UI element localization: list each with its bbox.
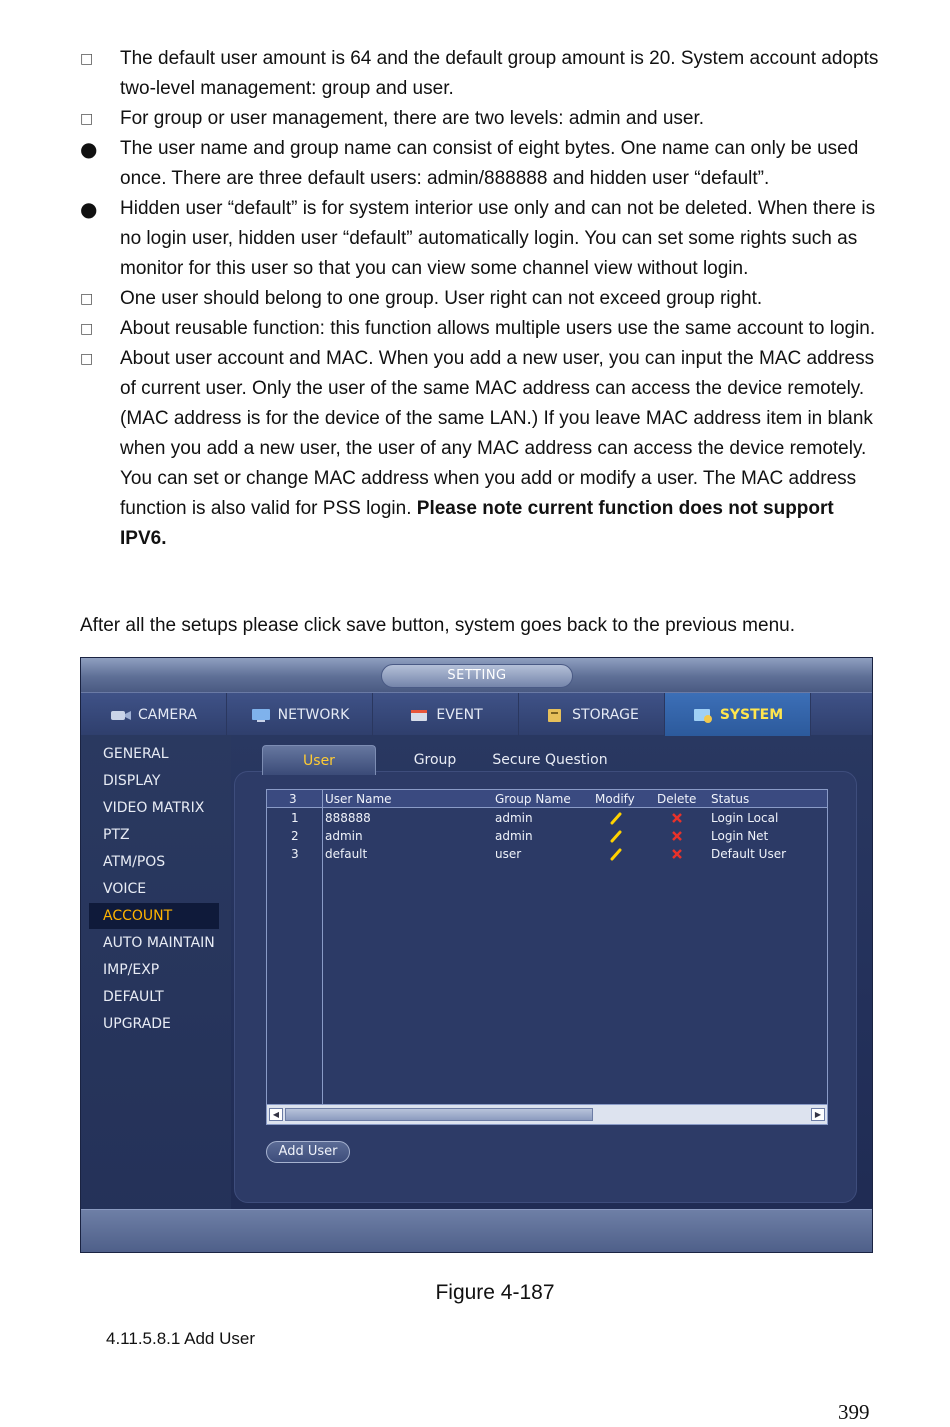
row-group-name: admin <box>495 829 533 843</box>
bullet-text-regular: About user account and MAC. When you add a new user, you can input the MAC address of current user. Only the user of the same MAC address can access the device remotely. (MAC address is for the device of the same LAN.) If you leave MAC address item in blank when you add a new user, the user of any MAC address can access the device remotely. You can set or change MAC address when you add or modify a user. The MAC address function is also valid for PSS login. <box>120 348 875 519</box>
header-modify: Modify <box>595 792 635 806</box>
bullet-text <box>120 344 880 554</box>
row-number: 3 <box>291 847 299 861</box>
scroll-left-icon[interactable]: ◀ <box>269 1108 283 1121</box>
column-divider <box>322 790 323 1104</box>
tab-label: SYSTEM <box>719 706 784 723</box>
side-item-account[interactable]: ACCOUNT <box>89 903 219 929</box>
row-number: 2 <box>291 829 299 843</box>
row-status: Login Net <box>711 829 769 843</box>
side-item-display[interactable]: DISPLAY <box>103 773 161 789</box>
tab-label: STORAGE <box>572 706 639 723</box>
row-status: Login Local <box>711 811 779 825</box>
tab-camera[interactable] <box>81 693 227 736</box>
main-tab-bar <box>81 692 872 735</box>
event-icon <box>408 707 430 723</box>
delete-icon[interactable] <box>670 811 684 825</box>
side-item-auto-maintain[interactable]: AUTO MAINTAIN <box>103 935 215 951</box>
tab-label: CAMERA <box>137 706 197 723</box>
side-item-atm-pos[interactable]: ATM/POS <box>103 854 166 870</box>
row-user-name: default <box>325 847 368 861</box>
section-heading: 4.11.5.8.1 Add User <box>106 1329 256 1348</box>
checkbox-bullet-icon: □ <box>80 321 94 337</box>
bullet-text-bold-note: Please note current function does not support IPV6. <box>120 498 834 549</box>
side-item-default[interactable]: DEFAULT <box>103 989 164 1005</box>
horizontal-scrollbar[interactable] <box>267 1104 827 1124</box>
tab-network[interactable] <box>227 693 373 736</box>
row-number: 1 <box>291 811 299 825</box>
dot-bullet-icon: ● <box>80 137 98 161</box>
header-status: Status <box>711 792 750 806</box>
row-group-name: user <box>495 847 522 861</box>
tab-user[interactable]: User <box>262 745 376 775</box>
camera-icon <box>110 707 132 723</box>
row-status: Default User <box>711 847 787 861</box>
bullet-text: For group or user management, there are two levels: admin and user. <box>120 108 705 129</box>
bullet-item <box>80 194 880 284</box>
edit-icon[interactable] <box>609 847 623 861</box>
tab-label: NETWORK <box>277 706 350 723</box>
delete-icon[interactable] <box>670 829 684 843</box>
setting-title-bar <box>81 658 872 692</box>
bullet-text: The default user amount is 64 and the default group amount is 20. System account adopts two-level management: group and user. <box>120 48 879 99</box>
header-delete: Delete <box>657 792 697 806</box>
scroll-right-icon[interactable]: ▶ <box>811 1108 825 1121</box>
bullet-text: About reusable function: this function allows multiple users use the same account to login. <box>120 318 876 339</box>
side-item-imp-exp[interactable]: IMP/EXP <box>103 962 160 978</box>
side-item-general[interactable]: GENERAL <box>103 746 169 762</box>
bullet-item <box>80 134 880 194</box>
row-user-name: 888888 <box>325 811 371 825</box>
bullet-item <box>80 104 880 134</box>
user-count: 3 <box>289 792 297 806</box>
figure-caption: Figure 4-187 <box>435 1281 555 1304</box>
checkbox-bullet-icon: □ <box>80 351 94 367</box>
side-item-video-matrix[interactable]: VIDEO MATRIX <box>103 800 205 816</box>
side-item-voice[interactable]: VOICE <box>103 881 147 897</box>
side-item-ptz[interactable]: PTZ <box>103 827 130 843</box>
bullet-text: Hidden user “default” is for system interior use only and can not be deleted. When there is no login user, hidden user “default” automatically login. You can set some rights such as monitor for this user so that you can view some channel view without login. <box>120 198 876 279</box>
bottom-bar <box>81 1209 872 1253</box>
scrollbar-thumb[interactable] <box>285 1108 593 1121</box>
side-item-upgrade[interactable]: UPGRADE <box>103 1016 171 1032</box>
checkbox-bullet-icon: □ <box>80 111 94 127</box>
header-group-name: Group Name <box>495 792 571 806</box>
storage-icon <box>544 707 566 723</box>
tab-system[interactable] <box>665 693 811 736</box>
tab-storage[interactable] <box>519 693 665 736</box>
network-icon <box>250 707 272 723</box>
page-number: 399 <box>838 1400 870 1424</box>
edit-icon[interactable] <box>609 811 623 825</box>
after-setup-text: After all the setups please click save button, system goes back to the previous menu. <box>80 615 795 636</box>
checkbox-bullet-icon: □ <box>80 51 94 67</box>
bullet-item <box>80 314 880 344</box>
bullet-list <box>80 44 880 554</box>
bullet-item <box>80 284 880 314</box>
bullet-item <box>80 44 880 104</box>
setting-screenshot <box>80 657 873 1253</box>
tab-label: EVENT <box>436 706 483 723</box>
user-table <box>266 789 828 1125</box>
setting-title: SETTING <box>381 664 573 688</box>
header-user-name: User Name <box>325 792 392 806</box>
table-header <box>267 790 827 808</box>
row-group-name: admin <box>495 811 533 825</box>
edit-icon[interactable] <box>609 829 623 843</box>
row-user-name: admin <box>325 829 363 843</box>
bullet-item <box>80 344 880 554</box>
bullet-text: One user should belong to one group. User right can not exceed group right. <box>120 288 763 309</box>
system-icon <box>692 707 714 723</box>
tab-secure-question[interactable]: Secure Question <box>492 752 608 768</box>
tab-group[interactable]: Group <box>413 752 457 768</box>
add-user-button[interactable]: Add User <box>266 1141 350 1163</box>
tab-event[interactable] <box>373 693 519 736</box>
checkbox-bullet-icon: □ <box>80 291 94 307</box>
dot-bullet-icon: ● <box>80 197 98 221</box>
side-menu <box>81 735 231 1253</box>
bullet-text: The user name and group name can consist of eight bytes. One name can only be used once. There are three default users: admin/888888 and hidden user “default”. <box>120 138 859 189</box>
delete-icon[interactable] <box>670 847 684 861</box>
